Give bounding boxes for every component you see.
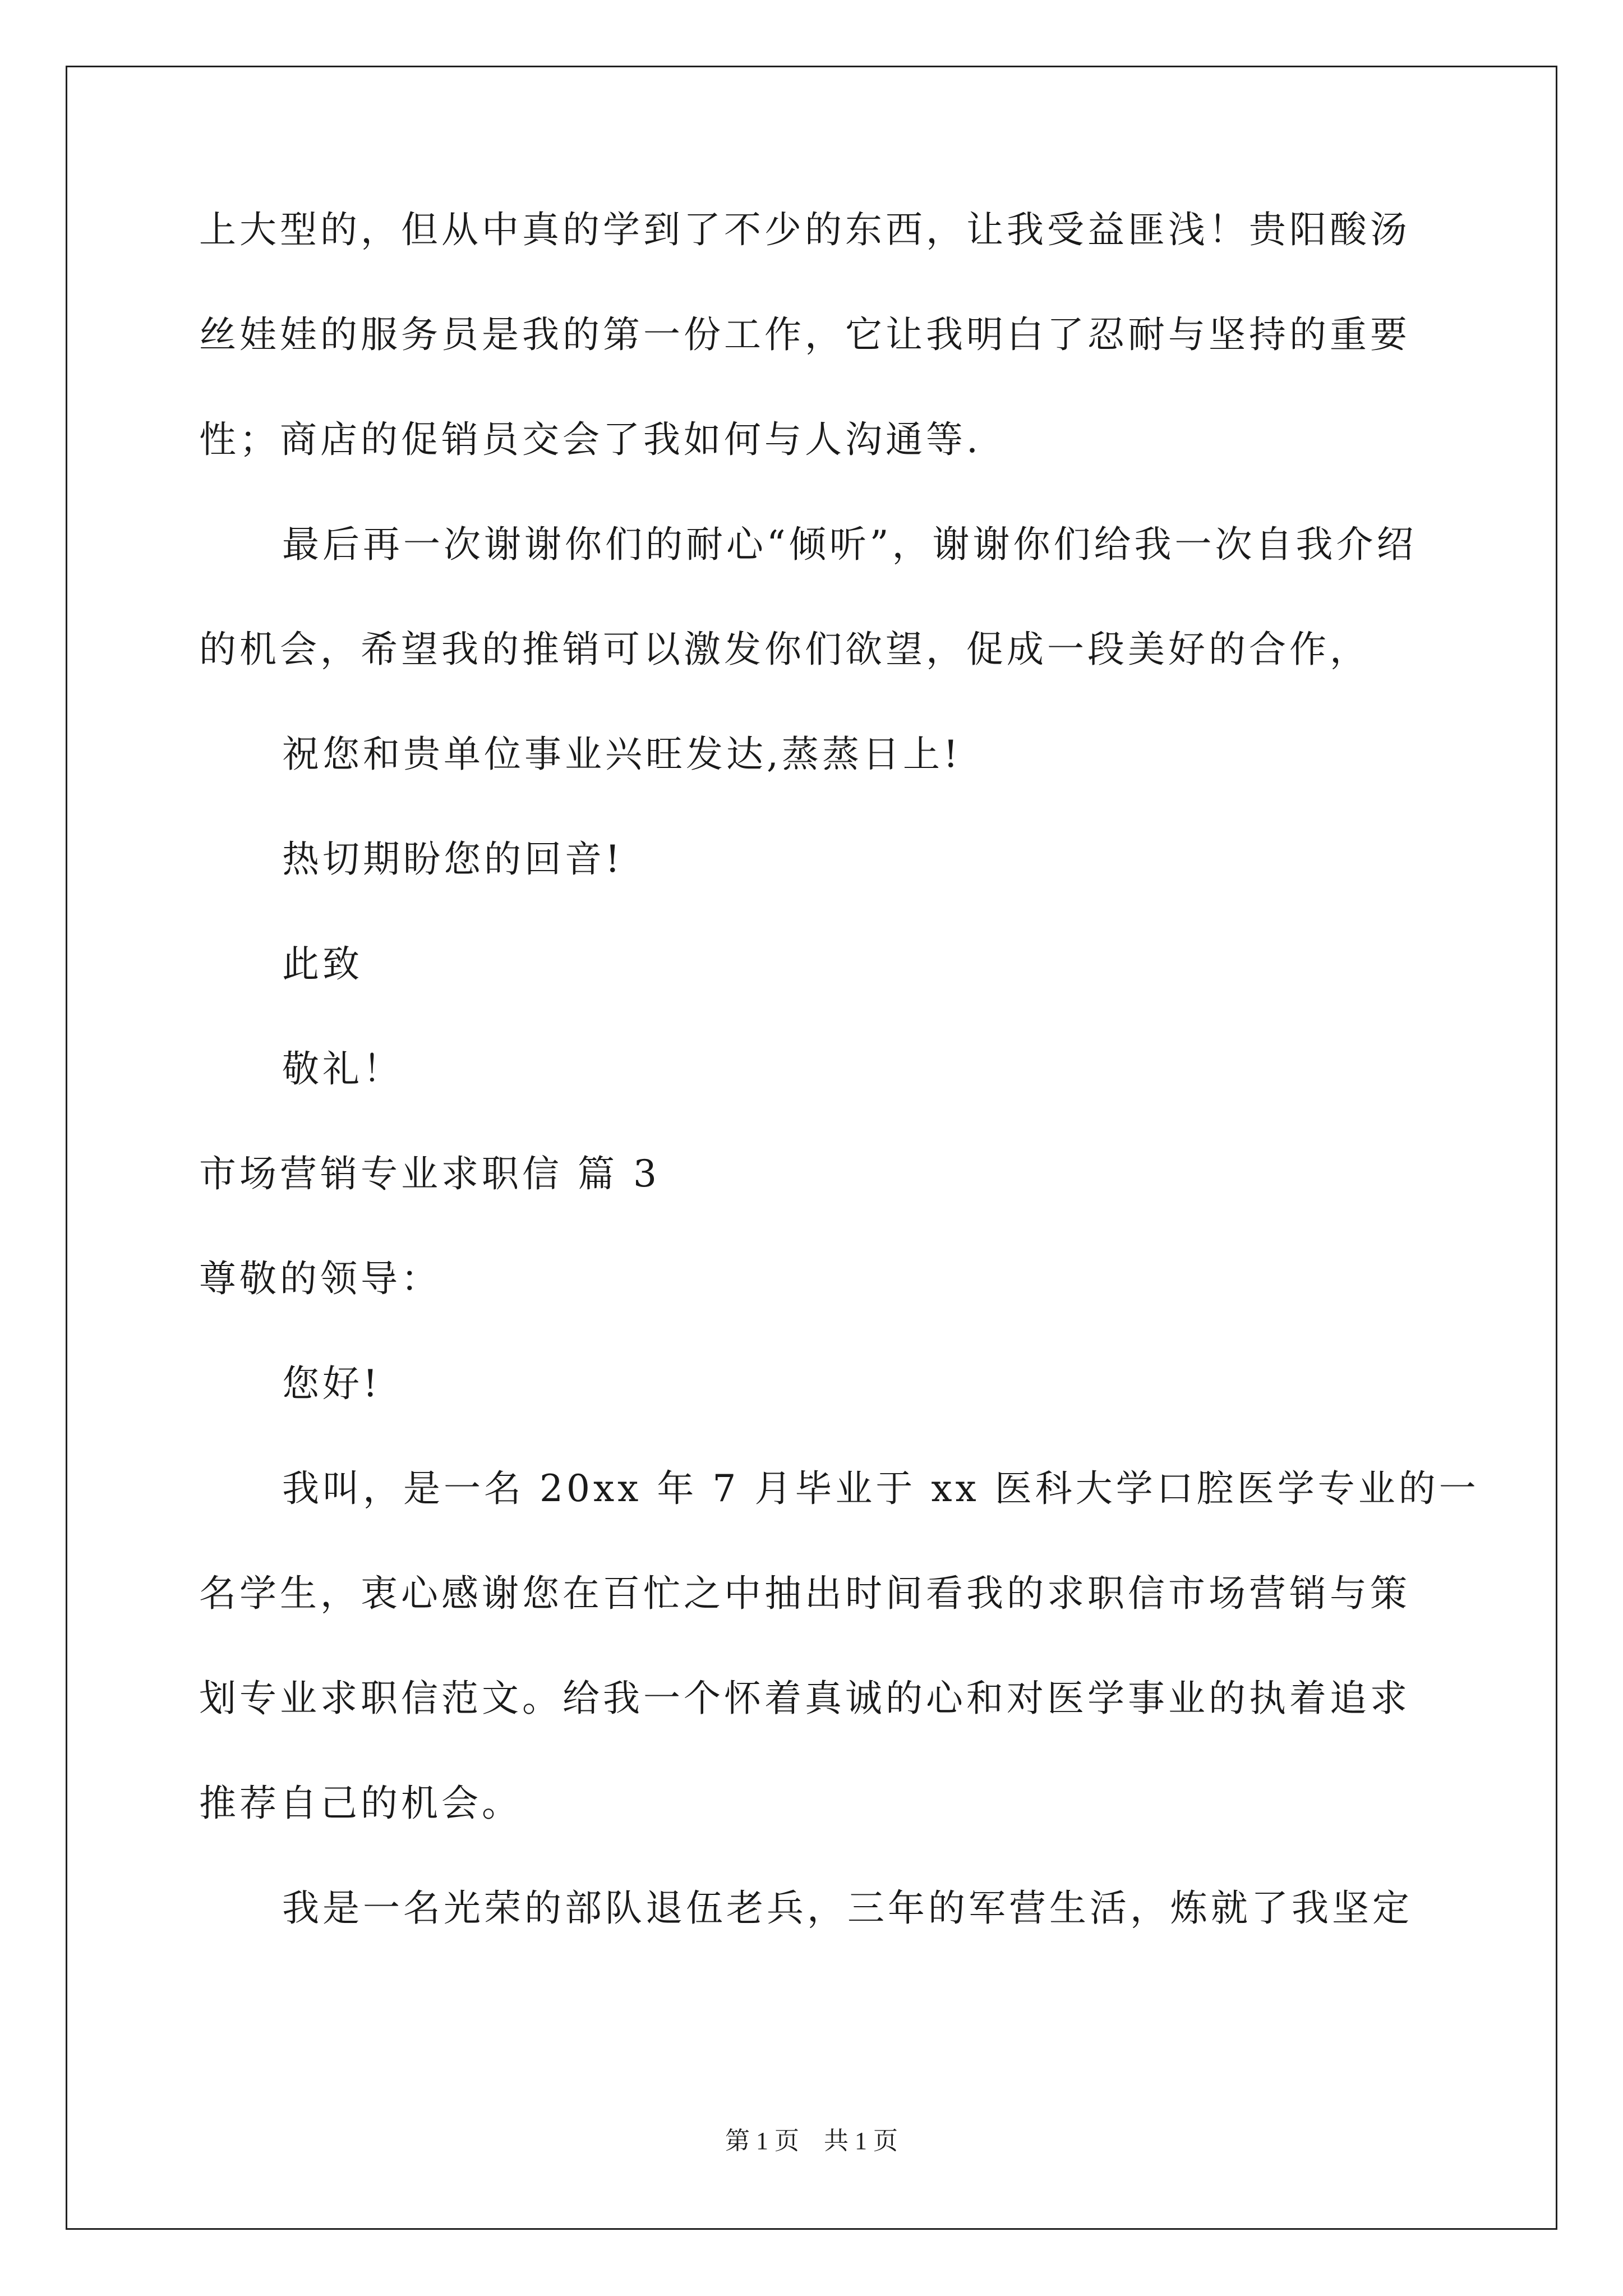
text-line: 的机会，希望我的推销可以激发你们欲望，促成一段美好的合作， bbox=[199, 628, 1370, 671]
paragraph-start: 我叫，是一名 20xx 年 7 月毕业于 xx 医科大学口腔医学专业的一 bbox=[282, 1467, 1479, 1510]
paragraph-start: 最后再一次谢谢你们的耐心“倾听”，谢谢你们给我一次自我介绍 bbox=[282, 523, 1417, 566]
text-line: 名学生，衷心感谢您在百忙之中抽出时间看我的求职信市场营销与策 bbox=[199, 1572, 1410, 1615]
salutation-closing: 敬礼！ bbox=[282, 1047, 403, 1091]
text-line: 推荐自己的机会。 bbox=[199, 1782, 522, 1825]
text-line: 丝娃娃的服务员是我的第一份工作，它让我明白了忍耐与坚持的重要 bbox=[199, 313, 1410, 356]
text-line: 性；商店的促销员交会了我如何与人沟通等. bbox=[199, 418, 981, 461]
closing-wish: 祝您和贵单位事业兴旺发达,蒸蒸日上! bbox=[282, 733, 962, 776]
closing-wish: 热切期盼您的回音! bbox=[282, 838, 624, 881]
salutation-closing: 此致 bbox=[282, 942, 363, 986]
greeting: 您好! bbox=[282, 1362, 381, 1405]
section-heading: 市场营销专业求职信 篇 3 bbox=[199, 1152, 660, 1195]
greeting-recipient: 尊敬的领导： bbox=[199, 1257, 441, 1300]
text-line: 划专业求职信范文。给我一个怀着真诚的心和对医学事业的执着追求 bbox=[199, 1677, 1410, 1720]
text-line: 上大型的，但从中真的学到了不少的东西，让我受益匪浅！贵阳酸汤 bbox=[199, 208, 1410, 251]
page-number-footer: 第 1 页 共 1 页 bbox=[725, 2127, 898, 2155]
paragraph-start: 我是一名光荣的部队退伍老兵，三年的军营生活，炼就了我坚定 bbox=[282, 1887, 1413, 1930]
